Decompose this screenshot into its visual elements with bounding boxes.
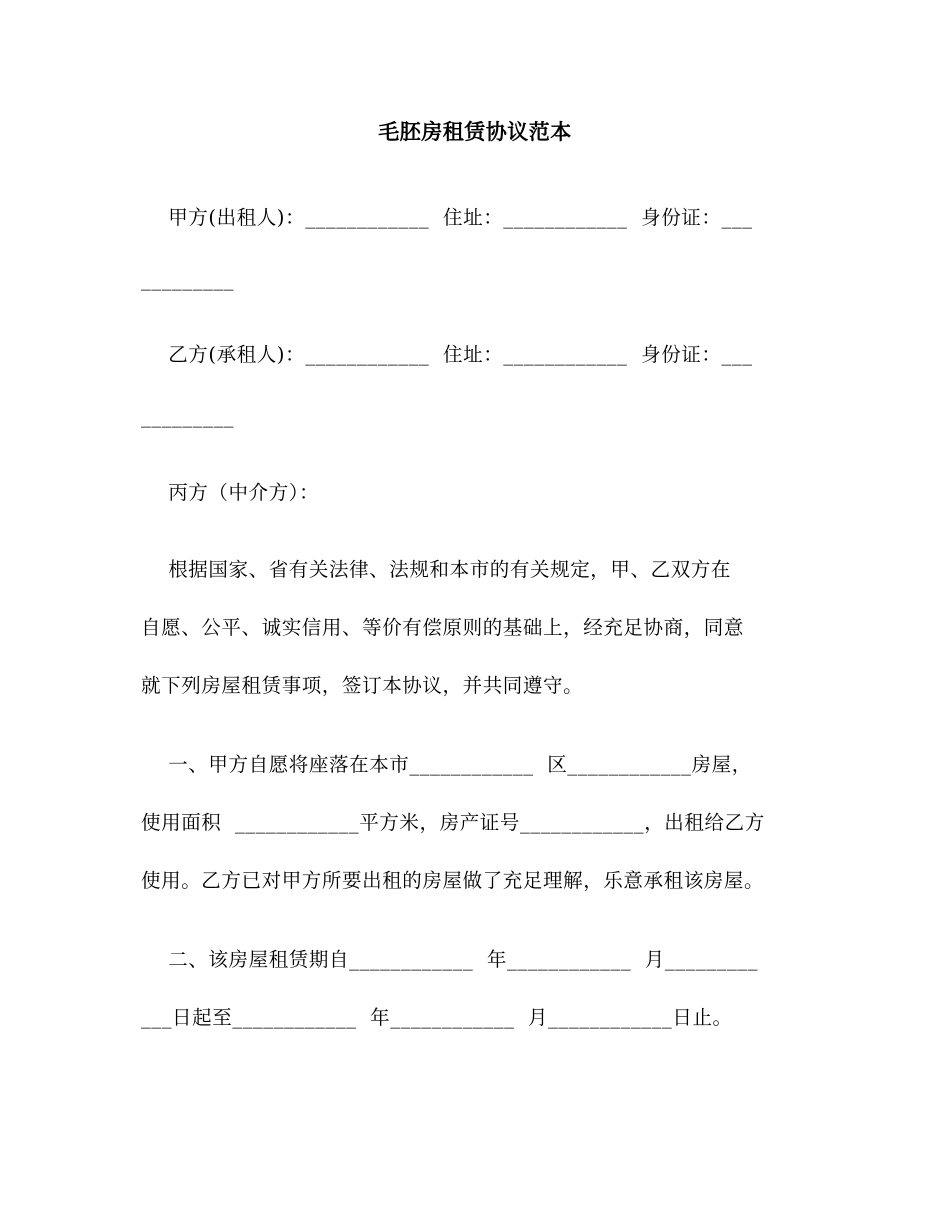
preamble-line-3: 就下列房屋租赁事项，签订本协议，并共同遵守。 [141, 674, 584, 697]
party-b-id-continuation: _________ [141, 405, 235, 428]
preamble-line-1: 根据国家、省有关法律、法规和本市的有关规定，甲、乙双方在 [141, 558, 731, 581]
party-b-line: 乙方(承租人)：____________ 住址：____________ 身份证：___ [141, 343, 753, 366]
party-c-line: 丙方（中介方）： [141, 481, 320, 504]
document-title: 毛胚房租赁协议范本 [378, 119, 572, 144]
clause-1-line-1: 一、甲方自愿将座落在本市____________ 区____________房屋， [141, 753, 752, 776]
clause-2-line-1: 二、该房屋租赁期自____________ 年____________ 月_________ [141, 948, 759, 971]
clause-2-line-2: ___日起至____________ 年____________ 月____________日止。 [141, 1006, 733, 1029]
party-a-line: 甲方(出租人)：____________ 住址：____________ 身份证：___ [141, 206, 753, 229]
clause-1-line-3: 使用。乙方已对甲方所要出租的房屋做了充足理解，乐意承租该房屋。 [141, 869, 765, 892]
clause-1-line-2: 使用面积 ____________平方米，房产证号____________，出租给乙方 [141, 811, 765, 834]
preamble-line-2: 自愿、公平、诚实信用、等价有偿原则的基础上，经充足协商，同意 [141, 616, 745, 639]
party-a-id-continuation: _________ [141, 268, 235, 291]
